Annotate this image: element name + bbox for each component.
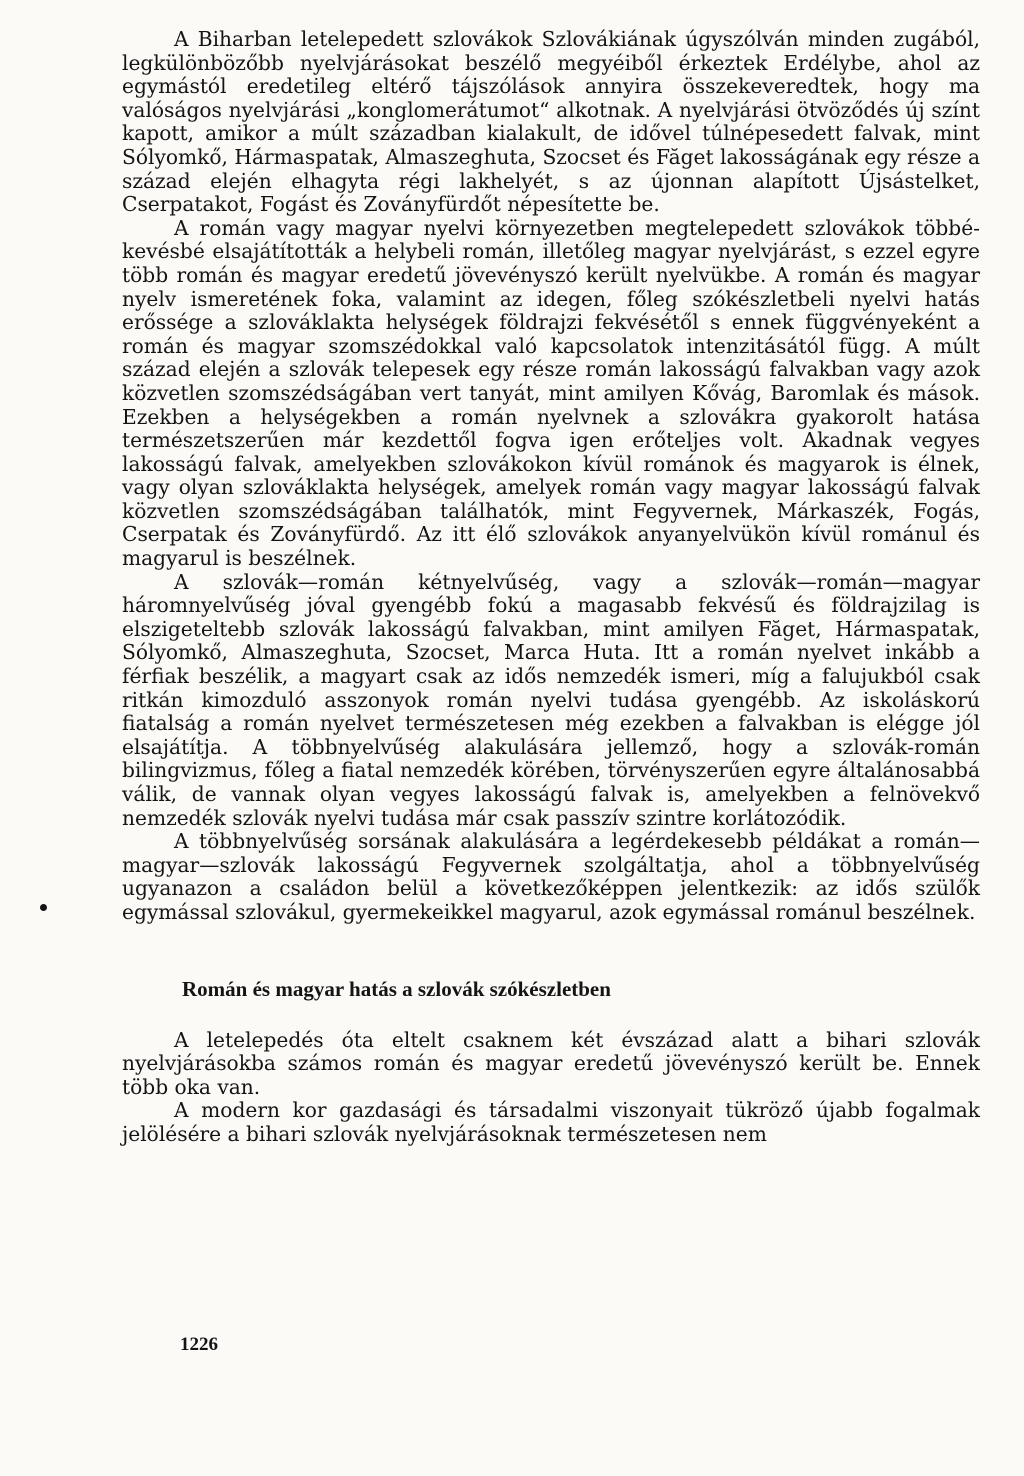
body-paragraph: A letelepedés óta eltelt csaknem két évszázad alatt a bihari szlovák nyelvjárásokba számos román és magyar eredetű jövevényszó került be. Ennek több oka van. <box>122 1027 980 1099</box>
body-paragraph: A Biharban letelepedett szlovákok Szlovákiának úgyszólván minden zugából, legkülönbözőbb nyelvjárásokat beszélő megyéiből érkeztek Erdélybe, ahol az egymástól eredetileg eltérő tájszólások annyira összekeveredtek, hogy ma valóságos nyelvjárási „konglomerátumot“ alkotnak. A nyelvjárási ötvöződés új színt kapott, amikor a múlt században kialakult, de idővel túlnépesedett falvak, mint Sólyomkő, Hármaspatak, Almaszeghuta, Szocset és Făget lakosságának egy része a század elején elhagyta régi lakhelyét, s az újonnan alapított Újsástelket, Cserpatakot, Fogást és Zoványfürdőt népesítette be. <box>122 27 980 217</box>
page-number: 1226 <box>180 1334 218 1355</box>
body-paragraph: A román vagy magyar nyelvi környezetben megtelepedett szlovákok többé-kevésbé elsajátították a helybeli román, illetőleg magyar nyelvjárást, s ezzel egyre több román és magyar eredetű jövevényszó került nyelvükbe. A román és magyar nyelv ismeretének foka, valamint az idegen, főleg szókészletbeli nyelvi hatás erőssége a szlováklakta helységek földrajzi fekvésétől s ennek függvényeként a román és magyar szomszédokkal való kapcsolatok intenzitásától függ. A múlt század elején a szlovák telepesek egy része román lakosságú falvakban vagy azok közvetlen szomszédságában vert tanyát, mint amilyen Kővág, Baromlak és mások. Ezekben a helységekben a román nyelvnek a szlovákra gyakorolt hatása természetszerűen már kezdettől fogva igen erőteljes volt. Akadnak vegyes lakosságú falvak, amelyekben szlovákokon kívül románok és magyarok is élnek, vagy olyan szlováklakta helységek, amelyek román vagy magyar lakosságú falvak közvetlen szomszédságában találhatók, mint Fegyvernek, Márkaszék, Fogás, Cserpatak és Zoványfürdő. Az itt élő szlovákok anyanyelvükön kívül románul és magyarul is beszélnek. <box>122 215 980 571</box>
body-paragraph: A modern kor gazdasági és társadalmi viszonyait tükröző újabb fogalmak jelölésére a bihari szlovák nyelvjárásoknak természetesen nem <box>122 1098 980 1146</box>
section-heading: Román és magyar hatás a szlovák szókészletben <box>182 976 611 1001</box>
page-body <box>122 28 980 1147</box>
body-paragraph: A többnyelvűség sorsának alakulására a legérdekesebb példákat a román—magyar—szlovák lakosságú Fegyvernek szolgáltatja, ahol a többnyelvűség ugyanazon a családon belül a következőképpen jelentkezik: az idős szülők egymással szlovákul, gyermekeikkel magyarul, azok egymással románul beszélnek. <box>122 829 980 924</box>
body-paragraph: A szlovák—román kétnyelvűség, vagy a szlovák—román—magyar háromnyelvűség jóval gyengébb fokú a magasabb fekvésű és földrajzilag is elszigeteltebb szlovák lakosságú falvakban, mint amilyen Făget, Hármaspatak, Sólyomkő, Almaszeghuta, Szocset, Marca Huta. Itt a román nyelvet inkább a férfiak beszélik, a magyart csak az idős nemzedék ismeri, míg a falujukból csak ritkán kimozduló asszonyok román nyelvi tudása gyengébb. Az iskoláskorú fiatalság a román nyelvet természetesen még ezekben a falvakban is elégge jól elsajátítja. A többnyelvűség alakulására jellemző, hogy a szlovák-román bilingvizmus, főleg a fiatal nemzedék körében, törvényszerűen egyre általánosabbá válik, de vannak olyan vegyes lakosságú falvak is, amelyekben a felnövekvő nemzedék szlovák nyelvi tudása már csak passzív szintre korlátozódik. <box>122 569 980 830</box>
margin-mark <box>40 904 47 911</box>
